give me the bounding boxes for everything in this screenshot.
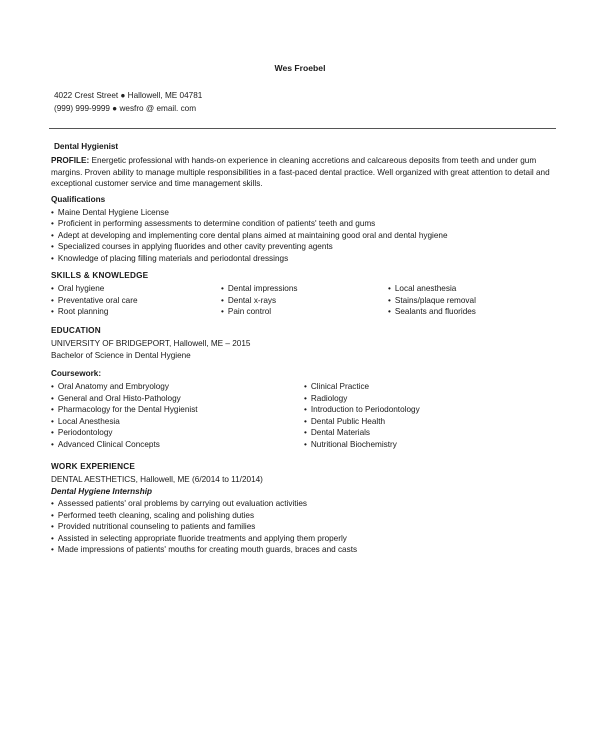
- list-item: • Performed teeth cleaning, scaling and polishing duties: [51, 510, 551, 522]
- list-item: • Specialized courses in applying fluorides and other cavity preventing agents: [51, 241, 551, 253]
- resume-body: [51, 140, 551, 556]
- coursework-column-2: [304, 381, 420, 450]
- list-item: • Clinical Practice: [304, 381, 420, 393]
- list-item: • Root planning: [51, 306, 138, 318]
- list-item: • Pain control: [221, 306, 298, 318]
- contact-block: [54, 89, 202, 115]
- list-item: • Provided nutritional counseling to patients and families: [51, 521, 551, 533]
- contact-address: 4022 Crest Street ● Hallowell, ME 04781: [54, 91, 203, 100]
- coursework-column-1: [51, 381, 198, 450]
- contact-phone-email: (999) 999-9999 ● wesfro @ email. com: [54, 104, 197, 113]
- list-item: • Dental x-rays: [221, 295, 298, 307]
- list-item: • Nutritional Biochemistry: [304, 439, 420, 451]
- work-heading: WORK EXPERIENCE: [51, 462, 135, 471]
- skills-columns: [51, 283, 551, 319]
- list-item: • Made impressions of patients' mouths for creating mouth guards, braces and casts: [51, 544, 551, 556]
- list-item: • Proficient in performing assessments to determine condition of patients' teeth and gums: [51, 218, 551, 230]
- list-item: • Advanced Clinical Concepts: [51, 439, 198, 451]
- list-item: • Adept at developing and implementing core dental plans aimed at maintaining good oral and dental hygiene: [51, 230, 551, 242]
- skills-column-2: [221, 283, 298, 318]
- list-item: • Preventative oral care: [51, 295, 138, 307]
- list-item: • Oral hygiene: [51, 283, 138, 295]
- work-duties-list: [51, 498, 551, 556]
- work-employer: DENTAL AESTHETICS, Hallowell, ME (6/2014 to 11/2014): [51, 475, 263, 484]
- list-item: • Maine Dental Hygiene License: [51, 207, 551, 219]
- list-item: • Local anesthesia: [388, 283, 476, 295]
- list-item: • Dental Public Health: [304, 416, 420, 428]
- list-item: • Assessed patients' oral problems by carrying out evaluation activities: [51, 498, 551, 510]
- skills-column-3: [388, 283, 476, 318]
- list-item: • Pharmacology for the Dental Hygienist: [51, 404, 198, 416]
- qualifications-list: [51, 207, 551, 265]
- applicant-name: Wes Froebel: [274, 63, 326, 73]
- profile-label: PROFILE:: [51, 156, 90, 165]
- list-item: • Dental impressions: [221, 283, 298, 295]
- list-item: • Stains/plaque removal: [388, 295, 476, 307]
- skills-column-1: [51, 283, 138, 318]
- list-item: • Assisted in selecting appropriate fluoride treatments and applying them properly: [51, 533, 551, 545]
- profile-section: [51, 155, 551, 190]
- coursework-columns: [51, 381, 551, 453]
- qualifications-heading: Qualifications: [51, 194, 106, 204]
- list-item: • Sealants and fluorides: [388, 306, 476, 318]
- education-school: UNIVERSITY OF BRIDGEPORT, Hallowell, ME – 2015: [51, 339, 251, 348]
- skills-heading: SKILLS & KNOWLEDGE: [51, 271, 149, 280]
- education-heading: EDUCATION: [51, 326, 101, 335]
- job-title: Dental Hygienist: [54, 142, 119, 151]
- list-item: • General and Oral Histo-Pathology: [51, 393, 198, 405]
- list-item: • Local Anesthesia: [51, 416, 198, 428]
- profile-text: Energetic professional with hands-on experience in cleaning accretions and calcareous deposits from teeth and under gum margins. Proven ability to manage multiple responsibilities in a fast-paced dental practice. Well organized with great attention to detail and exceptional customer service and time management skills.: [51, 156, 550, 188]
- list-item: • Introduction to Periodontology: [304, 404, 420, 416]
- list-item: • Oral Anatomy and Embryology: [51, 381, 198, 393]
- list-item: • Periodontology: [51, 427, 198, 439]
- coursework-heading: Coursework:: [51, 369, 102, 378]
- list-item: • Dental Materials: [304, 427, 420, 439]
- work-role: Dental Hygiene Internship: [51, 487, 152, 496]
- header-divider: [49, 128, 556, 129]
- education-degree: Bachelor of Science in Dental Hygiene: [51, 351, 191, 360]
- list-item: • Knowledge of placing filling materials and periodontal dressings: [51, 253, 551, 265]
- list-item: • Radiology: [304, 393, 420, 405]
